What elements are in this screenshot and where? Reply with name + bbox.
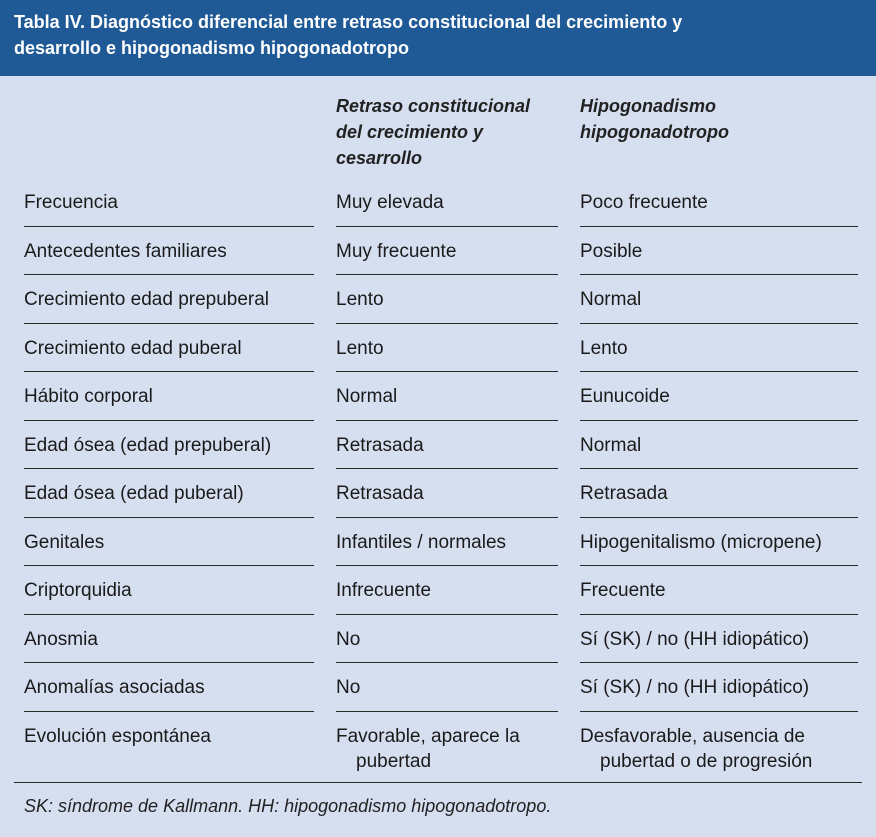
cell-hipogonadismo: Frecuente — [580, 580, 666, 601]
cell-retraso: Muy elevada — [336, 192, 444, 213]
table-title — [0, 0, 876, 76]
table-row — [0, 614, 876, 663]
row-label: Hábito corporal — [24, 386, 153, 407]
cell-retraso: Normal — [336, 386, 398, 407]
cell-hipogonadismo: Retrasada — [580, 483, 668, 504]
cell-retraso: Retrasada — [336, 434, 424, 456]
table-row — [0, 468, 876, 517]
row-label: Anomalías asociadas — [24, 677, 205, 698]
row-label: Crecimiento edad prepuberal — [24, 289, 270, 310]
cell-retraso: Retrasada — [336, 483, 424, 504]
row-label: Genitales — [24, 531, 105, 553]
table-row — [0, 226, 876, 275]
cell-retraso — [336, 724, 520, 774]
table-row — [0, 274, 876, 323]
row-label: Criptorquidia — [24, 580, 132, 601]
column-header-retraso — [336, 93, 530, 171]
row-label: Anosmia — [24, 628, 98, 650]
cell-retraso: Muy frecuente — [336, 240, 457, 262]
cell-hipogonadismo: Posible — [580, 240, 643, 262]
cell-hipogonadismo: Normal — [580, 434, 642, 456]
row-label: Crecimiento edad puberal — [24, 337, 242, 359]
table-bottom-rule — [14, 782, 862, 783]
table-body — [0, 177, 876, 773]
table-row — [0, 517, 876, 566]
table-footnote: SK: síndrome de Kallmann. HH: hipogonadismo hipogonadotropo. — [24, 796, 552, 816]
table-title-line-2: desarrollo e hipogonadismo hipogonadotropo — [14, 38, 409, 58]
cell-retraso: Infantiles / normales — [336, 531, 507, 553]
cell-hipogonadismo-line-1: Desfavorable, ausencia de — [580, 725, 805, 747]
cell-retraso: No — [336, 628, 361, 650]
column-header-hipogonadismo-line-2: hipogonadotropo — [580, 122, 729, 142]
cell-retraso-line-1: Favorable, aparece la — [336, 725, 520, 747]
table-row — [0, 662, 876, 711]
cell-hipogonadismo: Eunucoide — [580, 386, 670, 407]
cell-hipogonadismo: Normal — [580, 289, 642, 310]
row-label: Edad ósea (edad prepuberal) — [24, 434, 272, 456]
cell-retraso: Lento — [336, 337, 384, 359]
cell-retraso: No — [336, 677, 361, 698]
row-label: Evolución espontánea — [24, 725, 211, 747]
table-row — [0, 323, 876, 372]
cell-retraso-line-2: pubertad — [356, 750, 432, 772]
cell-hipogonadismo: Hipogenitalismo (micropene) — [580, 531, 822, 553]
cell-hipogonadismo: Sí (SK) / no (HH idiopático) — [580, 677, 810, 698]
table-title-line-1: Tabla IV. Diagnóstico diferencial entre retraso constitucional del crecimiento y — [14, 12, 683, 32]
table-row — [0, 711, 876, 773]
column-header-retraso-line-1: Retraso constitucional — [336, 96, 531, 116]
cell-hipogonadismo: Poco frecuente — [580, 192, 708, 213]
column-header-retraso-line-3: cesarrollo — [336, 148, 423, 168]
table-row — [0, 420, 876, 469]
cell-retraso: Infrecuente — [336, 580, 432, 601]
row-label: Antecedentes familiares — [24, 240, 227, 262]
table-row — [0, 177, 876, 226]
row-label: Frecuencia — [24, 192, 118, 213]
column-header-retraso-line-2: del crecimiento y — [336, 122, 484, 142]
table-row — [0, 565, 876, 614]
cell-retraso: Lento — [336, 289, 384, 310]
column-header-hipogonadismo-line-1: Hipogonadismo — [580, 96, 716, 116]
row-label: Edad ósea (edad puberal) — [24, 483, 244, 504]
table-row — [0, 371, 876, 420]
cell-hipogonadismo — [580, 724, 812, 774]
cell-hipogonadismo: Lento — [580, 337, 628, 359]
cell-hipogonadismo: Sí (SK) / no (HH idiopático) — [580, 628, 810, 650]
column-header-hipogonadismo — [580, 93, 729, 145]
cell-hipogonadismo-line-2: pubertad o de progresión — [600, 750, 813, 772]
